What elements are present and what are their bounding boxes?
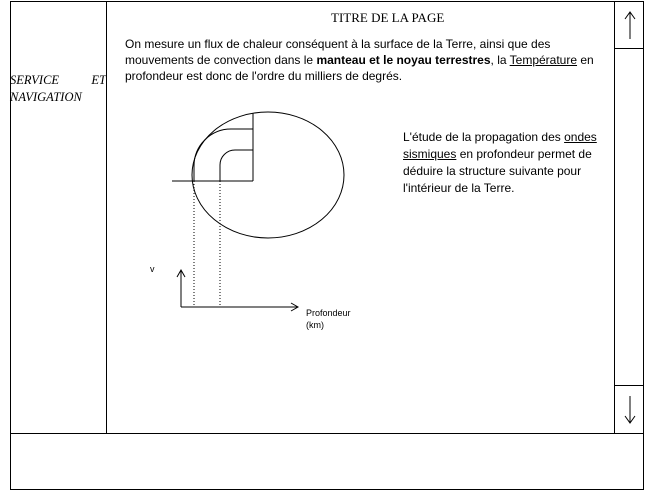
temperature-link[interactable]: Température: [509, 53, 578, 67]
intro-text-1: On mesure un flux de chaleur conséquent à la surface de la Terre, ainsi que des mouvements de convection dans le: [125, 37, 551, 67]
side-text-1: L'étude de la propagation des: [403, 130, 565, 144]
layer-inner: [220, 150, 253, 181]
main-content: [107, 1, 615, 433]
seismic-paragraph: [403, 129, 603, 197]
y-axis-label: v: [150, 264, 155, 274]
sidebar-navigation-label[interactable]: SERVICE ET NAVIGATION: [10, 73, 106, 104]
seismic-waves-link[interactable]: ondes sismiques: [403, 130, 597, 161]
scroll-down-button[interactable]: [615, 385, 644, 433]
mantle-boundary: [171, 112, 253, 181]
page-title: TITRE DE LA PAGE: [331, 10, 445, 25]
sidebar: [10, 1, 107, 434]
intro-paragraph: [125, 36, 603, 84]
intro-text-2: , la: [490, 53, 510, 67]
intro-text-3: en profondeur est donc de l'ordre du milliers de degrés.: [125, 53, 594, 83]
arrow-up-icon: [622, 9, 638, 41]
arrow-down-icon: [622, 394, 638, 426]
intro-bold-text: manteau et le noyau terrestres: [316, 53, 491, 67]
x-axis-unit: (km): [306, 320, 324, 330]
earth-outline: [192, 112, 344, 238]
earth-structure-diagram: [150, 109, 385, 339]
x-axis-label: Profondeur: [306, 308, 351, 318]
scroll-up-button[interactable]: [615, 1, 644, 49]
footer-divider: [10, 433, 644, 434]
vertical-scrollbar[interactable]: [614, 1, 644, 433]
scroll-track[interactable]: [615, 49, 644, 385]
side-text-2: en profondeur permet de déduire la structure suivante pour l'intérieur de la Terre.: [403, 147, 592, 195]
